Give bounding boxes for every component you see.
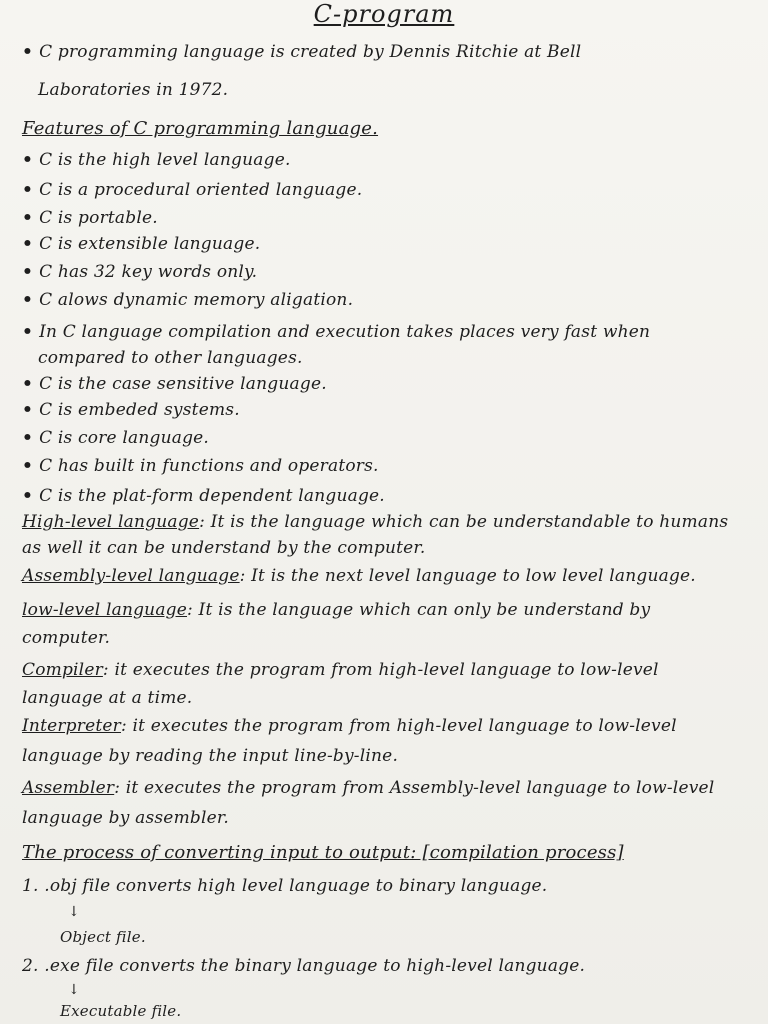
intro-line-continued: Laboratories in 1972. bbox=[38, 80, 229, 100]
definition-high-level: High-level language: It is the language which can be understandable to humans bbox=[22, 512, 729, 532]
definition-continued: language by assembler. bbox=[22, 808, 229, 828]
definition-assembly-level: Assembly-level language: It is the next level language to low level language. bbox=[22, 566, 696, 586]
feature-item: • C has built in functions and operators. bbox=[0, 456, 768, 476]
feature-item: • C is portable. bbox=[0, 208, 768, 228]
page-title: C-program bbox=[313, 0, 455, 28]
feature-item: • In C language compilation and execution takes places very fast when bbox=[0, 322, 768, 342]
definition-assembler: Assembler: it executes the program from Assembly-level language to low-level bbox=[22, 778, 715, 798]
down-arrow-icon: ↓ bbox=[68, 982, 80, 998]
compilation-process-heading: The process of converting input to output: [compilation process] bbox=[22, 842, 624, 863]
intro-line: • C programming language is created by Dennis Ritchie at Bell bbox=[0, 42, 768, 62]
definition-continued: language by reading the input line-by-line. bbox=[22, 746, 399, 766]
feature-item: • C is the case sensitive language. bbox=[0, 374, 768, 394]
feature-item: • C alows dynamic memory aligation. bbox=[0, 290, 768, 310]
process-step-2-result: Executable file. bbox=[60, 1002, 182, 1020]
definition-interpreter: Interpreter: it executes the program from high-level language to low-level bbox=[22, 716, 677, 736]
definition-continued: language at a time. bbox=[22, 688, 193, 708]
feature-item: • C is core language. bbox=[0, 428, 768, 448]
definition-continued: computer. bbox=[22, 628, 111, 648]
feature-item: • C is a procedural oriented language. bbox=[0, 180, 768, 200]
definition-low-level: low-level language: It is the language which can only be understand by bbox=[22, 600, 651, 620]
process-step-1: 1. .obj file converts high level language to binary language. bbox=[22, 876, 548, 896]
process-step-1-result: Object file. bbox=[60, 928, 146, 946]
definition-compiler: Compiler: it executes the program from high-level language to low-level bbox=[22, 660, 659, 680]
process-step-2: 2. .exe file converts the binary language to high-level language. bbox=[22, 956, 586, 976]
feature-item: • C is extensible language. bbox=[0, 234, 768, 254]
feature-item: • C is the high level language. bbox=[0, 150, 768, 170]
feature-item: • C is the plat-form dependent language. bbox=[0, 486, 768, 506]
features-heading: Features of C programming language. bbox=[22, 118, 379, 139]
feature-item: • C has 32 key words only. bbox=[0, 262, 768, 282]
feature-item: • C is embeded systems. bbox=[0, 400, 768, 420]
down-arrow-icon: ↓ bbox=[68, 904, 80, 920]
definition-continued: as well it can be understand by the computer. bbox=[22, 538, 426, 558]
feature-item-continued: compared to other languages. bbox=[38, 348, 303, 368]
